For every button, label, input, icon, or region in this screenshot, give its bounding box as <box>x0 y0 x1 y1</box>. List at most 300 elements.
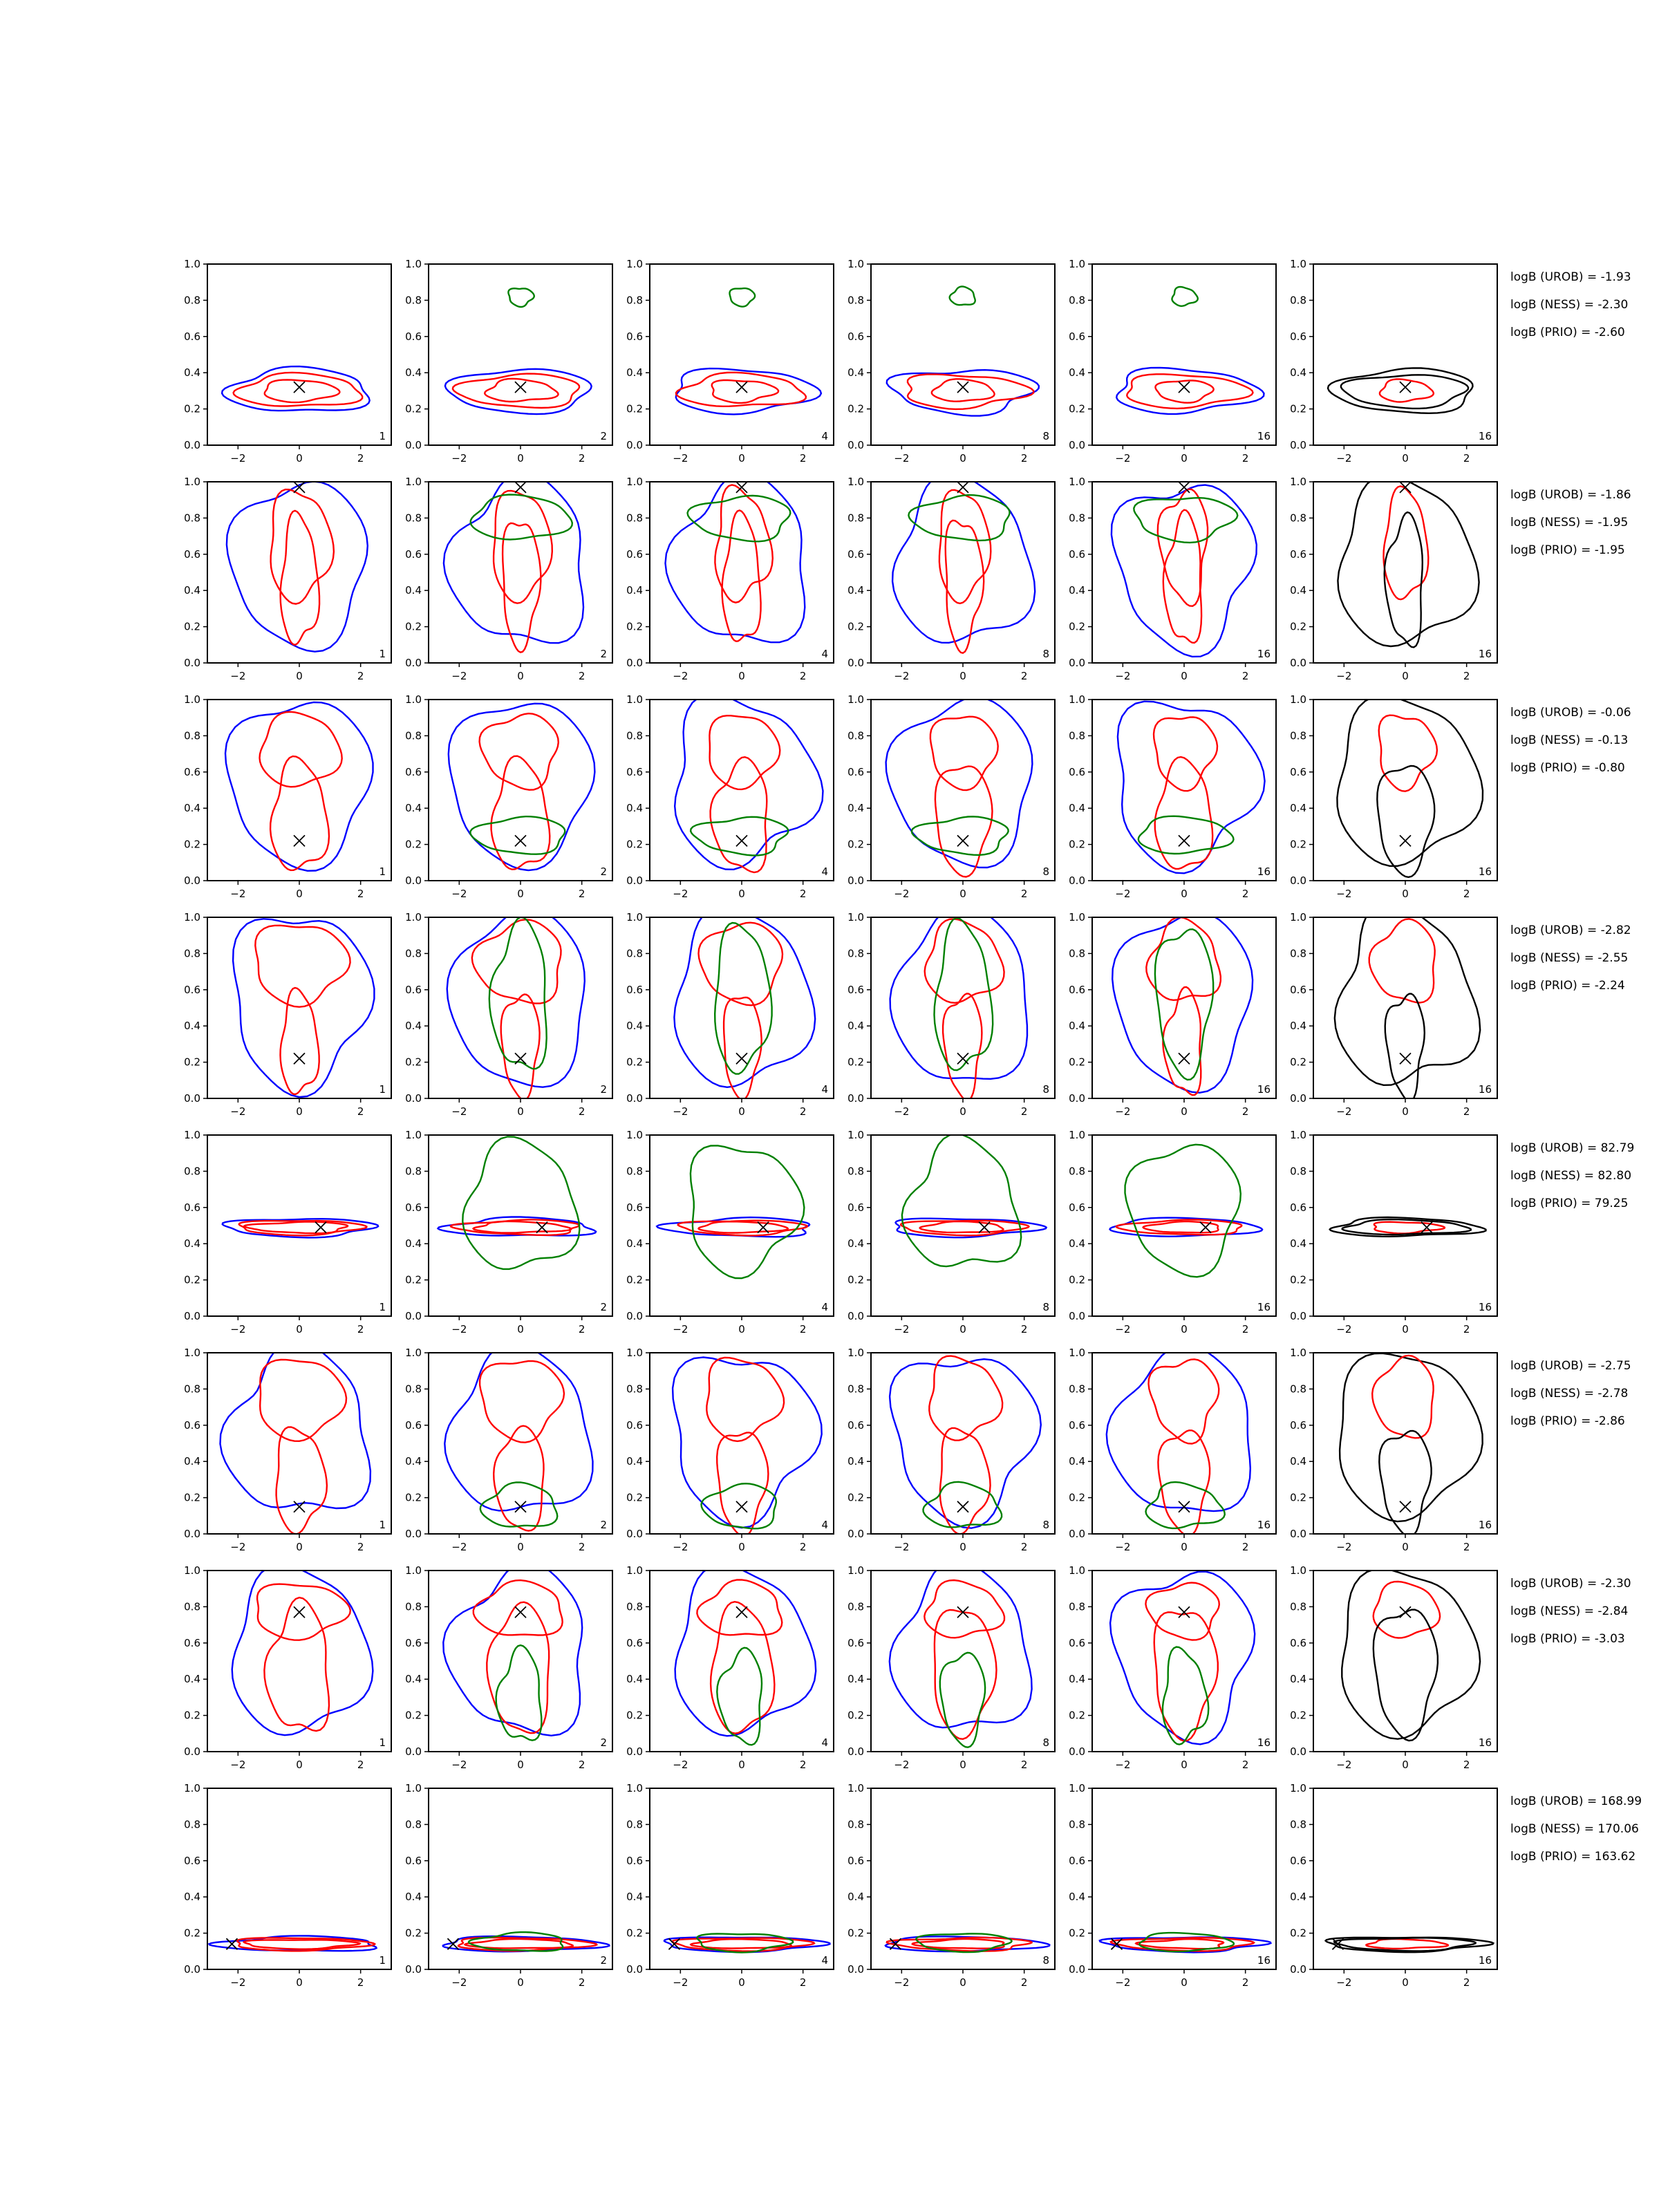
x-tick-label: −2 <box>451 1976 467 1989</box>
y-tick-label: 0.2 <box>847 620 864 633</box>
y-tick-label: 1.0 <box>1069 911 1085 924</box>
y-tick-label: 1.0 <box>847 1782 864 1794</box>
y-tick-label: 0.8 <box>847 947 864 960</box>
y-tick-label: 0.0 <box>1290 874 1306 887</box>
logb-annotation: logB (PRIO) = 79.25 <box>1510 1197 1629 1210</box>
panel-count-label: 4 <box>821 430 828 442</box>
y-tick-label: 0.4 <box>847 1020 864 1033</box>
y-tick-label: 0.8 <box>1290 512 1306 525</box>
y-tick-label: 1.0 <box>1290 1564 1306 1577</box>
contour-line <box>1125 1145 1241 1277</box>
contour-line <box>487 1602 549 1734</box>
y-tick-label: 0.2 <box>626 402 643 415</box>
y-tick-label: 0.6 <box>847 1854 864 1867</box>
x-tick-label: 0 <box>738 670 745 682</box>
panel-count-label: 16 <box>1478 1301 1492 1313</box>
y-tick-label: 0.6 <box>847 1636 864 1649</box>
x-tick-label: 2 <box>799 888 807 900</box>
y-tick-label: 0.0 <box>626 1092 643 1105</box>
panel-frame <box>1092 1788 1276 1969</box>
y-tick-label: 0.0 <box>847 657 864 669</box>
panel-r2-c5 <box>1069 476 1276 682</box>
y-tick-label: 0.6 <box>1290 330 1306 343</box>
x-tick-label: 0 <box>959 670 966 682</box>
contour-line <box>699 1221 788 1232</box>
panel-frame <box>871 482 1055 663</box>
y-tick-label: 0.8 <box>184 512 200 525</box>
contour-line <box>1369 919 1435 1002</box>
y-tick-label: 0.0 <box>847 874 864 887</box>
y-tick-label: 1.0 <box>405 1347 422 1359</box>
y-tick-label: 0.0 <box>405 1310 422 1322</box>
y-tick-label: 0.8 <box>1290 1818 1306 1831</box>
contour-line <box>260 1360 346 1441</box>
x-tick-label: −2 <box>894 1105 910 1118</box>
y-tick-label: 0.4 <box>626 366 643 379</box>
y-tick-label: 0.6 <box>626 547 643 561</box>
y-tick-label: 0.8 <box>1290 729 1306 742</box>
y-tick-label: 0.8 <box>184 1382 200 1396</box>
y-tick-label: 0.4 <box>405 366 422 379</box>
x-tick-label: 2 <box>1241 1323 1249 1335</box>
panel-count-label: 4 <box>821 865 828 878</box>
y-tick-label: 0.8 <box>405 1165 422 1178</box>
y-tick-label: 0.2 <box>405 1273 422 1286</box>
y-tick-label: 0.6 <box>184 765 200 778</box>
x-tick-label: 2 <box>1020 452 1028 465</box>
contour-line <box>673 1358 822 1528</box>
y-tick-label: 0.6 <box>184 1201 200 1214</box>
x-tick-label: −2 <box>1336 1541 1352 1553</box>
y-tick-label: 0.2 <box>1069 620 1085 633</box>
y-tick-label: 0.6 <box>184 1636 200 1649</box>
y-tick-label: 0.2 <box>626 1491 643 1504</box>
y-tick-label: 0.0 <box>1069 439 1085 451</box>
panel-frame <box>429 1571 612 1752</box>
x-tick-label: 0 <box>296 452 303 465</box>
panel-r1-c4 <box>847 258 1055 465</box>
x-tick-label: 2 <box>1463 1541 1470 1553</box>
y-tick-label: 0.6 <box>1069 1418 1085 1432</box>
panel-frame <box>1092 917 1276 1098</box>
y-tick-label: 0.6 <box>626 765 643 778</box>
y-tick-label: 0.0 <box>847 1745 864 1758</box>
y-tick-label: 0.6 <box>405 330 422 343</box>
contour-group <box>233 919 374 1097</box>
y-tick-label: 0.8 <box>405 729 422 742</box>
contour-group <box>445 288 592 414</box>
panel-r2-c6 <box>1290 476 1497 682</box>
y-tick-label: 0.2 <box>184 1491 200 1504</box>
y-tick-label: 0.4 <box>184 1237 200 1250</box>
y-tick-label: 0.6 <box>1290 547 1306 561</box>
y-tick-label: 0.6 <box>626 330 643 343</box>
y-tick-label: 0.8 <box>405 294 422 307</box>
truth-marker <box>957 1501 968 1512</box>
contour-line <box>1379 715 1437 791</box>
y-tick-label: 0.8 <box>405 1382 422 1396</box>
contour-line <box>260 712 342 787</box>
y-tick-label: 0.2 <box>1069 402 1085 415</box>
y-tick-label: 0.8 <box>847 294 864 307</box>
contour-line <box>496 1645 542 1741</box>
contour-line <box>886 697 1033 868</box>
y-tick-label: 0.2 <box>184 620 200 633</box>
contour-line <box>276 1427 327 1534</box>
panel-r5-c3 <box>626 1129 834 1335</box>
contour-line <box>1328 368 1473 413</box>
contour-line <box>1143 1221 1219 1232</box>
panel-count-label: 8 <box>1042 648 1049 660</box>
y-tick-label: 0.0 <box>847 1092 864 1105</box>
x-tick-label: 0 <box>1402 1759 1409 1771</box>
x-tick-label: 2 <box>1463 1976 1470 1989</box>
y-tick-label: 0.4 <box>847 366 864 379</box>
contour-line <box>932 379 995 401</box>
panel-r5-c5 <box>1069 1129 1276 1335</box>
panel-r8-c3 <box>626 1782 834 1989</box>
y-tick-label: 0.6 <box>184 1854 200 1867</box>
x-tick-label: −2 <box>230 1105 246 1118</box>
logb-annotation: logB (UROB) = 82.79 <box>1510 1141 1635 1155</box>
contour-group <box>223 1219 378 1237</box>
x-tick-label: −2 <box>1336 888 1352 900</box>
y-tick-label: 0.0 <box>184 1310 200 1322</box>
y-tick-label: 1.0 <box>405 1782 422 1794</box>
panel-count-label: 1 <box>379 1301 386 1313</box>
contour-line <box>935 1610 997 1739</box>
y-tick-label: 0.0 <box>1290 657 1306 669</box>
y-tick-label: 0.6 <box>405 1201 422 1214</box>
contour-line <box>940 1653 985 1747</box>
panel-frame <box>1313 482 1497 663</box>
x-tick-label: 0 <box>517 1323 524 1335</box>
panel-frame <box>1313 700 1497 881</box>
y-tick-label: 0.2 <box>1290 620 1306 633</box>
contour-line <box>270 756 329 870</box>
x-tick-label: 0 <box>738 1759 745 1771</box>
y-tick-label: 0.0 <box>626 1963 643 1976</box>
y-tick-label: 0.4 <box>847 1237 864 1250</box>
contour-group <box>438 1136 597 1269</box>
contour-group <box>1326 1938 1494 1952</box>
x-tick-label: −2 <box>1336 452 1352 465</box>
x-tick-label: −2 <box>1115 888 1131 900</box>
panel-frame <box>1313 264 1497 445</box>
panel-r1-c5 <box>1069 258 1276 465</box>
y-tick-label: 0.2 <box>626 1273 643 1286</box>
panel-frame <box>429 264 612 445</box>
y-tick-label: 0.0 <box>1069 1745 1085 1758</box>
contour-group <box>890 1356 1041 1535</box>
contour-line <box>462 1136 579 1269</box>
x-tick-label: 2 <box>1020 1323 1028 1335</box>
contour-group <box>1112 912 1253 1095</box>
contour-line <box>1342 1569 1480 1739</box>
x-tick-label: −2 <box>1115 1323 1131 1335</box>
y-tick-label: 1.0 <box>1069 1129 1085 1141</box>
y-tick-label: 1.0 <box>184 1782 200 1794</box>
panel-r4-c6 <box>1290 900 1497 1118</box>
contour-group <box>1110 1145 1263 1277</box>
logb-annotation: logB (PRIO) = -2.86 <box>1510 1414 1625 1428</box>
panel-r3-c4 <box>847 693 1055 900</box>
y-tick-label: 0.4 <box>1290 802 1306 815</box>
y-tick-label: 0.0 <box>184 439 200 451</box>
panel-r2-c3 <box>626 472 834 682</box>
panel-count-label: 16 <box>1257 865 1271 878</box>
contour-line <box>1338 476 1479 646</box>
panel-frame <box>429 482 612 663</box>
y-tick-label: 0.0 <box>1069 1310 1085 1322</box>
x-tick-label: −2 <box>1336 1105 1352 1118</box>
y-tick-label: 1.0 <box>1290 1782 1306 1794</box>
truth-marker <box>1400 1053 1411 1064</box>
contour-line <box>232 1564 373 1735</box>
contour-line <box>1380 379 1434 402</box>
contour-group <box>1116 287 1264 414</box>
contour-group <box>447 908 585 1100</box>
panel-count-label: 8 <box>1042 430 1049 442</box>
y-tick-label: 0.6 <box>405 1854 422 1867</box>
contour-line <box>691 1145 805 1278</box>
y-tick-label: 1.0 <box>626 693 643 706</box>
x-tick-label: 0 <box>517 1976 524 1989</box>
panel-count-label: 16 <box>1478 1519 1492 1531</box>
truth-marker <box>1179 382 1190 393</box>
logb-annotation: logB (UROB) = -2.82 <box>1510 924 1631 937</box>
y-tick-label: 0.6 <box>847 547 864 561</box>
x-tick-label: 0 <box>296 1323 303 1335</box>
truth-marker <box>736 382 747 393</box>
x-tick-label: 0 <box>296 1541 303 1553</box>
y-tick-label: 0.6 <box>1290 1636 1306 1649</box>
y-tick-label: 0.4 <box>1290 1237 1306 1250</box>
x-tick-label: 0 <box>296 1105 303 1118</box>
contour-line <box>474 1580 563 1635</box>
y-tick-label: 0.8 <box>1069 294 1085 307</box>
y-tick-label: 1.0 <box>1069 1347 1085 1359</box>
logb-annotation: logB (PRIO) = -3.03 <box>1510 1632 1625 1646</box>
y-tick-label: 1.0 <box>626 476 643 488</box>
y-tick-label: 0.8 <box>847 512 864 525</box>
panel-count-label: 2 <box>600 430 607 442</box>
x-tick-label: 2 <box>357 1541 364 1553</box>
y-tick-label: 0.8 <box>1069 729 1085 742</box>
y-tick-label: 0.8 <box>626 294 643 307</box>
x-tick-label: 0 <box>959 888 966 900</box>
panel-frame <box>871 917 1055 1098</box>
y-tick-label: 0.2 <box>626 1709 643 1722</box>
y-tick-label: 0.4 <box>1069 1020 1085 1033</box>
y-tick-label: 0.6 <box>1069 1854 1085 1867</box>
contour-group <box>443 1932 610 1951</box>
truth-marker <box>736 1053 747 1064</box>
logb-annotation: logB (NESS) = 170.06 <box>1510 1822 1639 1836</box>
logb-annotation: logB (PRIO) = -2.60 <box>1510 326 1625 339</box>
panel-count-label: 8 <box>1042 865 1049 878</box>
y-tick-label: 0.8 <box>1290 947 1306 960</box>
x-tick-label: 2 <box>578 1759 585 1771</box>
y-tick-label: 0.0 <box>1290 1092 1306 1105</box>
contour-group <box>890 904 1027 1100</box>
contour-line <box>1118 702 1265 874</box>
panel-frame <box>207 482 391 663</box>
y-tick-label: 1.0 <box>1290 476 1306 488</box>
contour-group <box>1107 1344 1250 1535</box>
panel-r4-c5 <box>1069 911 1276 1118</box>
y-tick-label: 0.2 <box>405 838 422 851</box>
y-tick-label: 0.2 <box>626 1056 643 1069</box>
x-tick-label: 2 <box>1241 452 1249 465</box>
contour-line <box>1337 695 1483 865</box>
contour-line <box>443 1562 582 1736</box>
contour-line <box>447 908 585 1087</box>
panel-r8-c5 <box>1069 1782 1276 1989</box>
contour-group <box>673 1358 822 1537</box>
y-tick-label: 0.4 <box>626 1237 643 1250</box>
y-tick-label: 0.4 <box>184 802 200 815</box>
y-tick-label: 0.8 <box>626 1165 643 1178</box>
x-tick-label: −2 <box>894 888 910 900</box>
panel-frame <box>429 917 612 1098</box>
x-tick-label: 0 <box>1181 670 1188 682</box>
y-tick-label: 1.0 <box>1290 1347 1306 1359</box>
contour-line <box>890 904 1027 1079</box>
panel-r8-c6 <box>1290 1782 1497 1989</box>
y-tick-label: 0.0 <box>1290 1310 1306 1322</box>
contour-line <box>715 485 772 603</box>
x-tick-label: −2 <box>451 1323 467 1335</box>
contour-line <box>676 368 821 414</box>
x-tick-label: 2 <box>578 1976 585 1989</box>
y-tick-label: 0.0 <box>626 439 643 451</box>
y-tick-label: 0.0 <box>405 874 422 887</box>
contour-line <box>227 482 368 652</box>
x-tick-label: 2 <box>799 452 807 465</box>
x-tick-label: 2 <box>357 1976 364 1989</box>
contour-line <box>935 918 993 1070</box>
contour-line <box>929 1356 1002 1441</box>
x-tick-label: 0 <box>1181 1541 1188 1553</box>
contour-line <box>221 1340 371 1508</box>
panel-count-label: 16 <box>1478 1083 1492 1096</box>
panel-count-label: 16 <box>1257 1083 1271 1096</box>
y-tick-label: 0.2 <box>405 620 422 633</box>
contour-line <box>1112 912 1253 1093</box>
contour-line <box>1372 1356 1433 1438</box>
contour-group <box>1342 1569 1480 1741</box>
y-tick-label: 0.6 <box>847 330 864 343</box>
x-tick-label: 2 <box>799 1323 807 1335</box>
y-tick-label: 0.6 <box>184 983 200 996</box>
x-tick-label: 2 <box>1241 888 1249 900</box>
contour-line <box>1107 1344 1250 1511</box>
contour-group <box>1338 476 1479 648</box>
y-tick-label: 0.2 <box>1069 1056 1085 1069</box>
contour-line <box>503 523 541 653</box>
panel-frame <box>1313 1788 1497 1969</box>
y-tick-label: 1.0 <box>626 1347 643 1359</box>
panel-frame <box>429 1135 612 1316</box>
panel-frame <box>650 1571 834 1752</box>
y-tick-label: 0.4 <box>626 1891 643 1904</box>
truth-marker <box>515 1606 526 1618</box>
y-tick-label: 0.8 <box>1290 1165 1306 1178</box>
panel-count-label: 4 <box>821 1083 828 1096</box>
contour-line <box>1149 1359 1219 1443</box>
panel-count-label: 4 <box>821 648 828 660</box>
x-tick-label: 2 <box>1241 670 1249 682</box>
panel-r5-c6 <box>1290 1129 1497 1335</box>
contour-line <box>1163 510 1201 643</box>
x-tick-label: 2 <box>1020 1759 1028 1771</box>
y-tick-label: 0.6 <box>847 1201 864 1214</box>
y-tick-label: 0.0 <box>405 1092 422 1105</box>
x-tick-label: 0 <box>738 1105 745 1118</box>
contour-group <box>657 1145 809 1278</box>
x-tick-label: 2 <box>1020 888 1028 900</box>
contour-line <box>892 473 1035 643</box>
x-tick-label: −2 <box>1115 1105 1131 1118</box>
y-tick-label: 0.8 <box>626 947 643 960</box>
y-tick-label: 1.0 <box>847 258 864 270</box>
panel-count-label: 2 <box>600 648 607 660</box>
contour-group <box>1100 1933 1271 1952</box>
x-tick-label: 0 <box>1402 1323 1409 1335</box>
x-tick-label: 2 <box>1463 1105 1470 1118</box>
contour-line <box>471 495 572 540</box>
y-tick-label: 0.2 <box>1290 1056 1306 1069</box>
y-tick-label: 1.0 <box>184 258 200 270</box>
y-tick-label: 0.0 <box>184 1745 200 1758</box>
y-tick-label: 0.0 <box>626 1528 643 1540</box>
contour-line <box>445 369 592 414</box>
y-tick-label: 1.0 <box>405 258 422 270</box>
x-tick-label: −2 <box>1336 670 1352 682</box>
panel-count-label: 16 <box>1478 648 1492 660</box>
truth-marker <box>315 1222 326 1233</box>
contour-line <box>1163 987 1201 1095</box>
x-tick-label: 0 <box>1402 670 1409 682</box>
panel-count-label: 16 <box>1257 1736 1271 1749</box>
y-tick-label: 0.0 <box>1069 1528 1085 1540</box>
y-tick-label: 1.0 <box>847 1347 864 1359</box>
x-tick-label: 2 <box>357 1759 364 1771</box>
y-tick-label: 1.0 <box>1069 1782 1085 1794</box>
x-tick-label: −2 <box>673 670 688 682</box>
x-tick-label: 0 <box>1181 452 1188 465</box>
y-tick-label: 0.0 <box>1069 874 1085 887</box>
truth-marker <box>294 382 305 393</box>
y-tick-label: 0.6 <box>1290 765 1306 778</box>
contour-line <box>257 1584 350 1640</box>
panel-r6-c6 <box>1290 1347 1497 1553</box>
y-tick-label: 0.8 <box>1069 1600 1085 1613</box>
truth-marker <box>736 1606 747 1618</box>
y-tick-label: 0.2 <box>405 1927 422 1940</box>
panel-r3-c6 <box>1290 693 1497 900</box>
contour-line <box>943 993 982 1100</box>
y-tick-label: 1.0 <box>184 476 200 488</box>
x-tick-label: −2 <box>1336 1976 1352 1989</box>
x-tick-label: 0 <box>517 452 524 465</box>
panel-count-label: 16 <box>1257 430 1271 442</box>
y-tick-label: 1.0 <box>184 1129 200 1141</box>
y-tick-label: 1.0 <box>847 1129 864 1141</box>
y-tick-label: 0.4 <box>184 366 200 379</box>
y-tick-label: 0.4 <box>626 1020 643 1033</box>
